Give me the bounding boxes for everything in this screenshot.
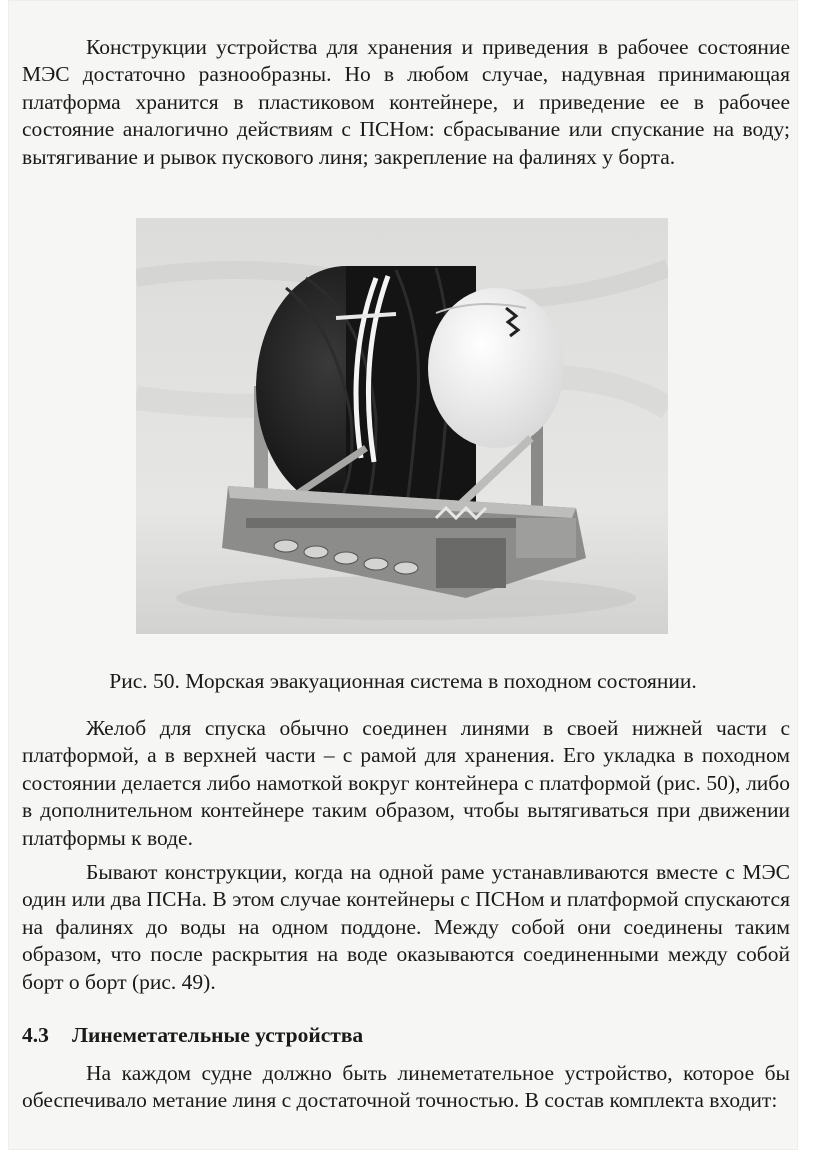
paragraph-chute: Желоб для спуска обычно соединен линями в своей нижней части с платформой, а в верхней части – с рамой для хранения. Его укладка в походном состоянии делается либо намоткой вокруг контейнера с платформой (рис. 50), либо в дополнительном контейнере таким образом, чтобы вытягиваться при движении платформы к воде.	[22, 716, 790, 850]
figure-evacuation-system-photo	[136, 218, 668, 634]
figure-caption: Рис. 50. Морская эвакуационная система в походном состоянии.	[109, 669, 697, 693]
evacuation-system-photo	[136, 218, 668, 634]
paragraph-constructions: Бывают конструкции, когда на одной раме устанавливаются вместе с МЭС один или два ПСНа. В этом случае контейнеры с ПСНом и платформой спускаются на фалинях до воды на одном поддоне. Между собой они соединены таким образом, что после раскрытия на воде оказываются соединенными между собой борт о борт (рис. 49).	[22, 860, 790, 994]
paragraph-mes-storage: Конструкции устройства для хранения и приведения в рабочее состояние МЭС достаточно разнообразны. Но в любом случае, надувная принимающая платформа хранится в пластиковом контейнере, и приведение ее в рабочее состояние аналогично действиям с ПСНом: сбрасывание или спускание на воду; вытягивание и рывок пускового линя; закрепление на фалинях у борта.	[22, 35, 790, 169]
section-title: Линеметательные устройства	[72, 1023, 364, 1047]
paragraph-line-throwing: На каждом судне должно быть линеметательное устройство, которое бы обеспечивало метание линя с достаточной точностью. В состав комплекта входит:	[22, 1061, 790, 1113]
section-number: 4.3	[22, 1023, 49, 1047]
document-page	[8, 0, 798, 1150]
section-heading	[22, 1022, 363, 1049]
